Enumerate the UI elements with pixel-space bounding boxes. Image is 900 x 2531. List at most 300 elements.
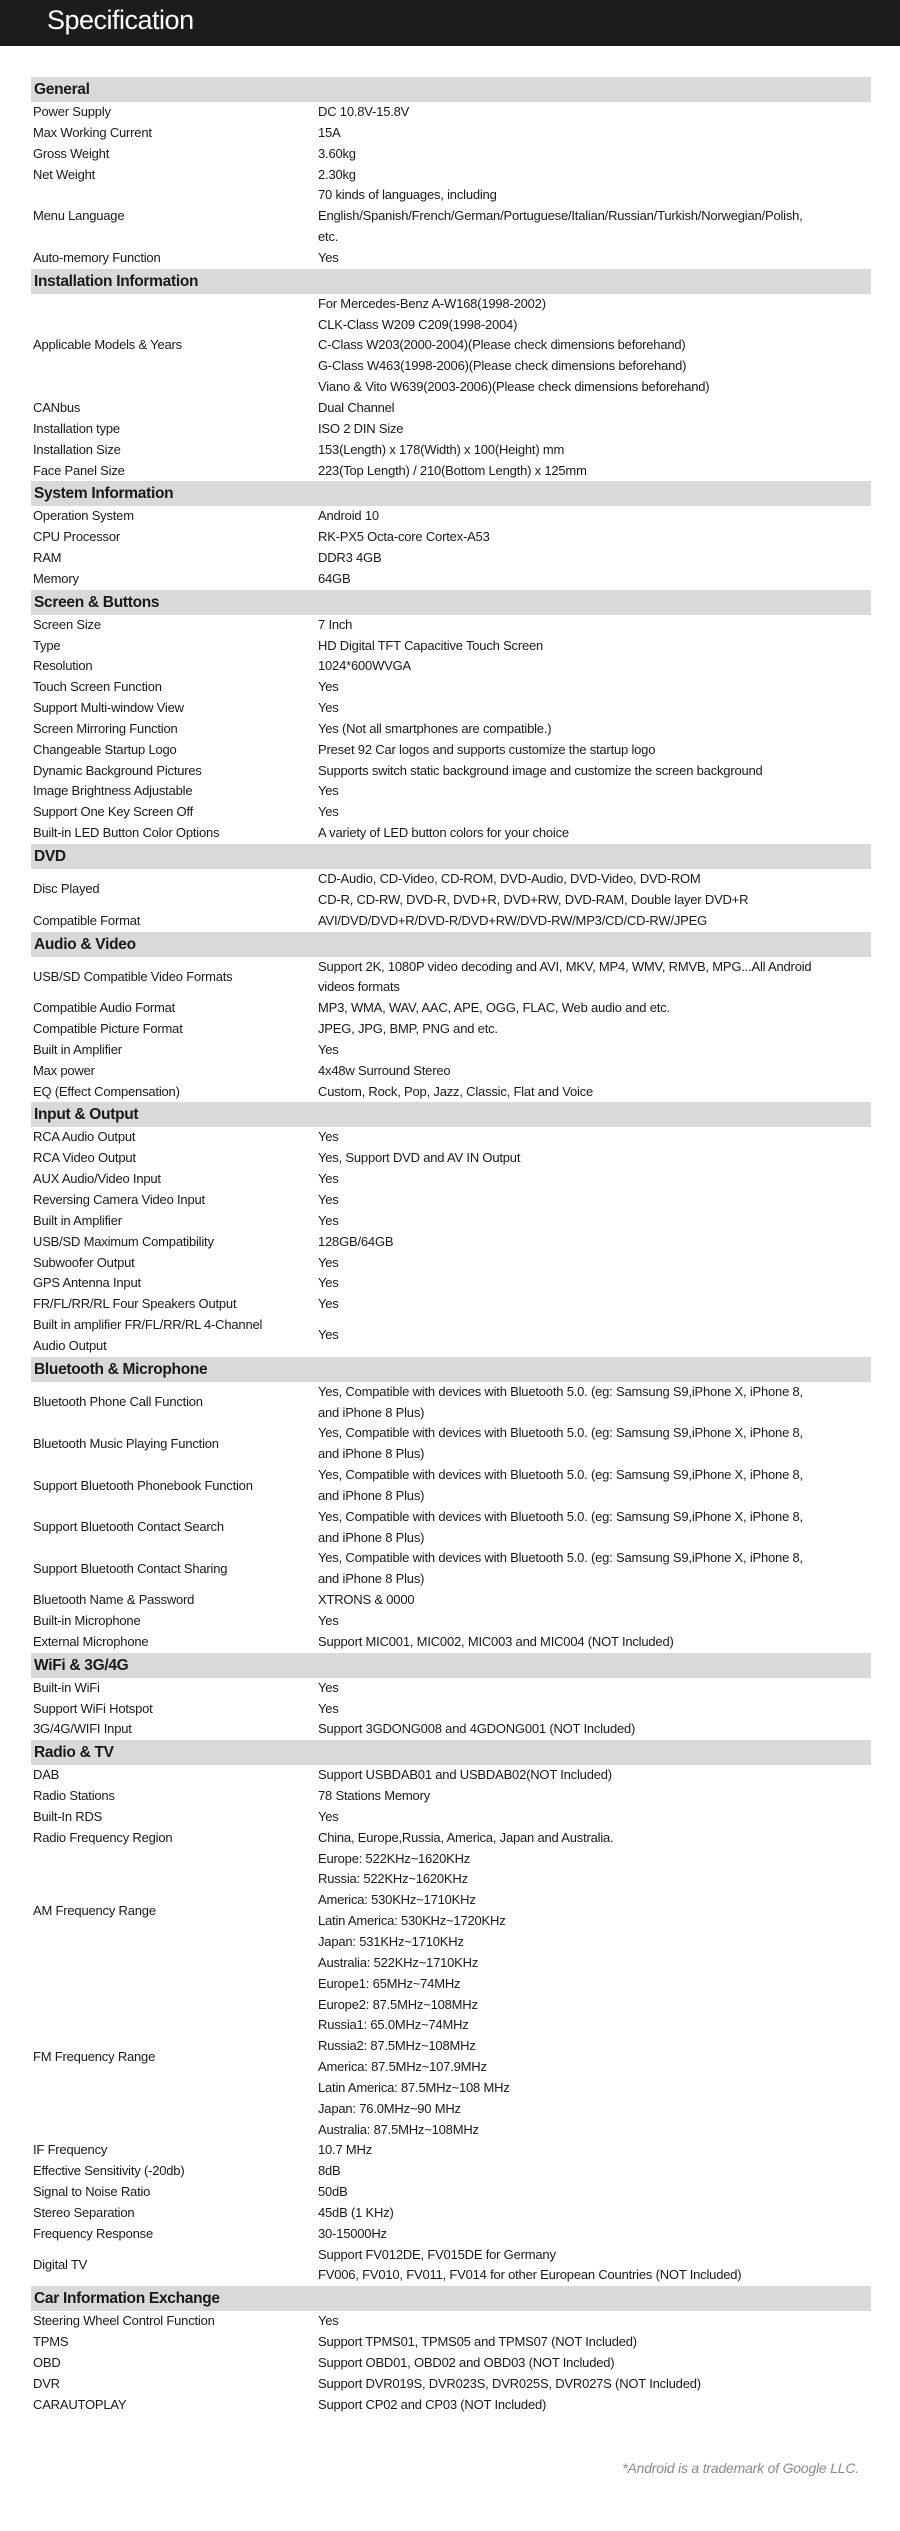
- spec-label: [31, 1719, 318, 1740]
- spec-value-line: Yes: [318, 804, 339, 820]
- spec-label-line: Built-in WiFi: [33, 1679, 100, 1695]
- spec-label-line: Compatible Format: [33, 912, 141, 928]
- spec-row: [31, 1465, 871, 1507]
- section-heading: Input & Output: [31, 1102, 871, 1127]
- spec-value: [318, 2161, 871, 2182]
- spec-label-line: Net Weight: [33, 166, 96, 182]
- spec-label-line: Signal to Noise Ratio: [33, 2184, 151, 2200]
- spec-label-line: Steering Wheel Control Function: [33, 2313, 215, 2329]
- spec-value-line: Latin America: 87.5MHz~108 MHz: [318, 2079, 510, 2095]
- spec-label: [31, 1127, 318, 1148]
- spec-label-line: Screen Mirroring Function: [33, 720, 178, 736]
- spec-row: [31, 781, 871, 802]
- spec-label-line: Disc Played: [33, 881, 100, 897]
- spec-label: [31, 2182, 318, 2203]
- spec-label: [31, 1807, 318, 1828]
- spec-value-line: Yes (Not all smartphones are compatible.): [318, 720, 552, 736]
- spec-value-line: 70 kinds of languages, including: [318, 187, 497, 203]
- spec-label: [31, 248, 318, 269]
- spec-value-line: 3.60kg: [318, 145, 356, 161]
- spec-label: [31, 677, 318, 698]
- spec-row: [31, 398, 871, 419]
- spec-row: [31, 506, 871, 527]
- spec-section: [31, 1357, 871, 1653]
- spec-value-line: Yes: [318, 1808, 339, 1824]
- spec-row: [31, 1232, 871, 1253]
- spec-label-line: Frequency Response: [33, 2225, 153, 2241]
- spec-label-line: EQ (Effect Compensation): [33, 1083, 180, 1099]
- spec-value-line: and iPhone 8 Plus): [318, 1487, 425, 1503]
- spec-row: [31, 248, 871, 269]
- spec-value-line: AVI/DVD/DVD+R/DVD-R/DVD+RW/DVD-RW/MP3/CD/CD-RW/JPEG: [318, 912, 707, 928]
- spec-label: [31, 615, 318, 636]
- section-heading: System Information: [31, 481, 871, 506]
- spec-section: [31, 1653, 871, 1741]
- spec-label-line: Type: [33, 637, 61, 653]
- spec-value-line: Custom, Rock, Pop, Jazz, Classic, Flat and Voice: [318, 1083, 594, 1099]
- spec-value: [318, 1548, 871, 1590]
- spec-row: [31, 719, 871, 740]
- spec-value-line: 10.7 MHz: [318, 2142, 373, 2158]
- spec-label-line: CARAUTOPLAY: [33, 2396, 127, 2412]
- spec-label: [31, 1315, 318, 1357]
- spec-value: [318, 1294, 871, 1315]
- spec-label-line: Operation System: [33, 508, 134, 524]
- spec-label-line: Support Bluetooth Phonebook Function: [33, 1477, 253, 1493]
- spec-row: [31, 1849, 871, 1974]
- spec-row: [31, 461, 871, 482]
- spec-table: [31, 77, 871, 2416]
- spec-row: [31, 1828, 871, 1849]
- spec-row: [31, 1082, 871, 1103]
- spec-label-line: Digital TV: [33, 2257, 88, 2273]
- spec-section: [31, 844, 871, 932]
- spec-value: [318, 998, 871, 1019]
- spec-value: [318, 398, 871, 419]
- spec-value-line: Yes, Compatible with devices with Bluetooth 5.0. (eg: Samsung S9,iPhone X, iPhone 8,: [318, 1425, 803, 1441]
- spec-value-line: Yes: [318, 1191, 339, 1207]
- spec-value-line: Yes: [318, 1171, 339, 1187]
- spec-value-line: 223(Top Length) / 210(Bottom Length) x 125mm: [318, 462, 587, 478]
- spec-value-line: 15A: [318, 124, 341, 140]
- spec-label-line: Radio Frequency Region: [33, 1829, 173, 1845]
- spec-value: [318, 677, 871, 698]
- spec-value-line: CD-Audio, CD-Video, CD-ROM, DVD-Audio, DVD-Video, DVD-ROM: [318, 871, 701, 886]
- spec-value-line: videos formats: [318, 979, 400, 995]
- spec-value-line: Australia: 522KHz~1710KHz: [318, 1954, 479, 1970]
- spec-value: [318, 957, 871, 999]
- spec-label-line: Effective Sensitivity (-20db): [33, 2163, 185, 2179]
- spec-row: [31, 1127, 871, 1148]
- spec-label: [31, 1699, 318, 1720]
- spec-label: [31, 2332, 318, 2353]
- spec-value: [318, 1611, 871, 1632]
- spec-value-line: Latin America: 530KHz~1720KHz: [318, 1913, 506, 1929]
- spec-label: [31, 1678, 318, 1699]
- spec-value: [318, 2395, 871, 2416]
- spec-value-line: Support CP02 and CP03 (NOT Included): [318, 2396, 547, 2412]
- spec-row: [31, 823, 871, 844]
- spec-label: [31, 1040, 318, 1061]
- spec-label: [31, 1828, 318, 1849]
- spec-row: [31, 1253, 871, 1274]
- spec-row: [31, 761, 871, 782]
- spec-label-line: Gross Weight: [33, 145, 110, 161]
- spec-label-line: Auto-memory Function: [33, 249, 161, 265]
- spec-label: [31, 1786, 318, 1807]
- spec-value: [318, 1423, 871, 1465]
- spec-value-line: MP3, WMA, WAV, AAC, APE, OGG, FLAC, Web audio and etc.: [318, 1000, 670, 1016]
- spec-row: [31, 144, 871, 165]
- spec-value-line: and iPhone 8 Plus): [318, 1404, 425, 1420]
- spec-value-line: 128GB/64GB: [318, 1233, 394, 1249]
- spec-row: [31, 102, 871, 123]
- spec-value: [318, 781, 871, 802]
- spec-value-line: Japan: 76.0MHz~90 MHz: [318, 2100, 461, 2116]
- spec-label: [31, 911, 318, 932]
- spec-value-line: 64GB: [318, 570, 351, 586]
- section-heading: Installation Information: [31, 269, 871, 294]
- page-title: Specification: [47, 5, 194, 35]
- spec-row: [31, 1974, 871, 2141]
- spec-row: [31, 998, 871, 1019]
- spec-label: [31, 2047, 318, 2068]
- spec-label-line: External Microphone: [33, 1633, 149, 1649]
- section-heading: Audio & Video: [31, 932, 871, 957]
- spec-value: [318, 1148, 871, 1169]
- spec-value-line: Support TPMS01, TPMS05 and TPMS07 (NOT Included): [318, 2334, 637, 2350]
- spec-row: [31, 615, 871, 636]
- spec-row: [31, 911, 871, 932]
- spec-value: [318, 1807, 871, 1828]
- spec-label: [31, 2395, 318, 2416]
- spec-value-line: Yes: [318, 1275, 339, 1291]
- spec-label-line: Installation Size: [33, 441, 121, 457]
- spec-label-line: Face Panel Size: [33, 462, 125, 478]
- spec-value: [318, 2224, 871, 2245]
- spec-row: [31, 2245, 871, 2287]
- spec-label-line: Dynamic Background Pictures: [33, 762, 202, 778]
- spec-label-line: Memory: [33, 570, 79, 586]
- spec-label-line: Built-in Microphone: [33, 1613, 141, 1628]
- spec-label: [31, 1148, 318, 1169]
- spec-value-line: Support 2K, 1080P video decoding and AVI, MKV, MP4, WMV, RMVB, MPG...All Android: [318, 958, 812, 974]
- spec-row: [31, 677, 871, 698]
- spec-label: [31, 398, 318, 419]
- spec-label: [31, 1901, 318, 1922]
- spec-value-line: 7 Inch: [318, 616, 353, 632]
- spec-value-line: Support DVR019S, DVR023S, DVR025S, DVR027S (NOT Included): [318, 2375, 701, 2391]
- spec-value-line: America: 530KHz~1710KHz: [318, 1892, 476, 1908]
- spec-value-line: RK-PX5 Octa-core Cortex-A53: [318, 529, 490, 545]
- spec-label-line: Built-in LED Button Color Options: [33, 825, 220, 841]
- spec-value-line: ISO 2 DIN Size: [318, 420, 404, 436]
- spec-row: [31, 1315, 871, 1357]
- spec-value: [318, 144, 871, 165]
- spec-row: [31, 1382, 871, 1424]
- spec-row: [31, 740, 871, 761]
- spec-label-line: DAB: [33, 1767, 60, 1783]
- spec-label-line: Bluetooth Phone Call Function: [33, 1394, 203, 1410]
- spec-label-line: Installation type: [33, 420, 120, 436]
- spec-label-line: RCA Video Output: [33, 1150, 136, 1166]
- spec-value: [318, 802, 871, 823]
- spec-label-line: Max power: [33, 1062, 95, 1078]
- spec-label: [31, 1476, 318, 1497]
- spec-row: [31, 1423, 871, 1465]
- spec-label: [31, 1211, 318, 1232]
- spec-label: [31, 1559, 318, 1580]
- spec-label: [31, 740, 318, 761]
- spec-row: [31, 419, 871, 440]
- spec-row: [31, 1040, 871, 1061]
- spec-value: [318, 1253, 871, 1274]
- spec-row: [31, 548, 871, 569]
- spec-value-line: Support OBD01, OBD02 and OBD03 (NOT Included): [318, 2355, 615, 2370]
- spec-row: [31, 1548, 871, 1590]
- spec-value-line: Yes, Compatible with devices with Bluetooth 5.0. (eg: Samsung S9,iPhone X, iPhone 8,: [318, 1508, 803, 1524]
- spec-label-line: RCA Audio Output: [33, 1129, 136, 1145]
- spec-value: [318, 1507, 871, 1549]
- spec-label: [31, 2140, 318, 2161]
- spec-label: [31, 123, 318, 144]
- spec-label: [31, 823, 318, 844]
- spec-value-line: HD Digital TFT Capacitive Touch Screen: [318, 637, 544, 653]
- spec-row: [31, 185, 871, 248]
- spec-value-line: Yes: [318, 249, 339, 265]
- spec-value: [318, 102, 871, 123]
- section-heading: Screen & Buttons: [31, 590, 871, 615]
- spec-value: [318, 1211, 871, 1232]
- spec-row: [31, 2353, 871, 2374]
- spec-row: [31, 957, 871, 999]
- spec-value-line: Support FV012DE, FV015DE for Germany: [318, 2246, 556, 2262]
- spec-label: [31, 1632, 318, 1653]
- spec-row: [31, 1786, 871, 1807]
- spec-label: [31, 1590, 318, 1611]
- spec-value: [318, 248, 871, 269]
- spec-label: [31, 1517, 318, 1538]
- spec-label-line: AM Frequency Range: [33, 1902, 156, 1918]
- spec-value-line: Yes: [318, 1129, 339, 1145]
- spec-label-line: Resolution: [33, 658, 93, 674]
- spec-label: [31, 165, 318, 186]
- spec-label-line: Bluetooth Name & Password: [33, 1592, 195, 1608]
- spec-label-line: Compatible Picture Format: [33, 1021, 183, 1037]
- spec-value: [318, 636, 871, 657]
- spec-label: [31, 879, 318, 900]
- spec-row: [31, 2182, 871, 2203]
- spec-row: [31, 1211, 871, 1232]
- spec-label-line: Reversing Camera Video Input: [33, 1191, 205, 1207]
- spec-row: [31, 1507, 871, 1549]
- spec-value-line: and iPhone 8 Plus): [318, 1446, 425, 1462]
- spec-label-line: USB/SD Compatible Video Formats: [33, 968, 233, 984]
- spec-value: [318, 1590, 871, 1611]
- spec-value-line: C-Class W203(2000-2004)(Please check dimensions beforehand): [318, 337, 686, 353]
- spec-label: [31, 967, 318, 988]
- spec-value-line: English/Spanish/French/German/Portuguese/Italian/Russian/Turkish/Norwegian/Polish,: [318, 208, 803, 224]
- spec-value: [318, 1974, 871, 2141]
- spec-label-line: Max Working Current: [33, 124, 152, 140]
- spec-value: [318, 461, 871, 482]
- spec-section: [31, 590, 871, 844]
- spec-label: [31, 569, 318, 590]
- spec-label: [31, 2203, 318, 2224]
- spec-value: [318, 2311, 871, 2332]
- spec-row: [31, 2140, 871, 2161]
- spec-value: [318, 1040, 871, 1061]
- spec-label-line: Touch Screen Function: [33, 679, 162, 695]
- spec-row: [31, 1273, 871, 1294]
- spec-value-line: Yes: [318, 1700, 339, 1716]
- spec-label-line: Built in Amplifier: [33, 1041, 122, 1057]
- spec-value-line: 1024*600WVGA: [318, 658, 411, 674]
- spec-value-line: and iPhone 8 Plus): [318, 1571, 425, 1587]
- spec-value-line: CD-R, CD-RW, DVD-R, DVD+R, DVD+RW, DVD-RAM, Double layer DVD+R: [318, 891, 749, 907]
- spec-row: [31, 698, 871, 719]
- spec-label: [31, 506, 318, 527]
- spec-value-line: 78 Stations Memory: [318, 1788, 431, 1804]
- spec-value-line: 45dB (1 KHz): [318, 2204, 394, 2220]
- spec-row: [31, 1807, 871, 1828]
- spec-value: [318, 823, 871, 844]
- spec-value-line: FV006, FV010, FV011, FV014 for other European Countries (NOT Included): [318, 2267, 742, 2283]
- spec-value: [318, 615, 871, 636]
- spec-row: [31, 1061, 871, 1082]
- spec-row: [31, 1148, 871, 1169]
- spec-label: [31, 1611, 318, 1632]
- spec-row: [31, 1190, 871, 1211]
- spec-value: [318, 2374, 871, 2395]
- spec-label: [31, 2374, 318, 2395]
- spec-value: [318, 2182, 871, 2203]
- spec-label: [31, 1169, 318, 1190]
- spec-label-line: GPS Antenna Input: [33, 1275, 141, 1291]
- spec-value-line: Yes: [318, 1679, 339, 1695]
- spec-label: [31, 335, 318, 356]
- spec-value-line: Android 10: [318, 508, 379, 524]
- spec-value: [318, 2245, 871, 2287]
- spec-value-line: China, Europe,Russia, America, Japan and Australia.: [318, 1829, 614, 1845]
- spec-label-line: DVR: [33, 2375, 60, 2391]
- spec-label-line: Subwoofer Output: [33, 1254, 135, 1270]
- spec-row: [31, 123, 871, 144]
- spec-label: [31, 527, 318, 548]
- spec-value-line: XTRONS & 0000: [318, 1592, 415, 1608]
- spec-value-line: Yes: [318, 700, 339, 716]
- spec-row: [31, 440, 871, 461]
- spec-row: [31, 1169, 871, 1190]
- spec-label-line: FR/FL/RR/RL Four Speakers Output: [33, 1296, 237, 1312]
- spec-label-line: Image Brightness Adjustable: [33, 783, 193, 799]
- spec-value-line: 2.30kg: [318, 166, 356, 182]
- spec-label: [31, 1061, 318, 1082]
- section-heading: Radio & TV: [31, 1740, 871, 1765]
- section-heading: DVD: [31, 844, 871, 869]
- spec-label: [31, 781, 318, 802]
- spec-value: [318, 1273, 871, 1294]
- spec-value: [318, 1849, 871, 1974]
- spec-row: [31, 527, 871, 548]
- spec-value: [318, 1127, 871, 1148]
- spec-value: [318, 1169, 871, 1190]
- spec-value: [318, 1699, 871, 1720]
- spec-row: [31, 2311, 871, 2332]
- spec-row: [31, 1019, 871, 1040]
- spec-value: [318, 1061, 871, 1082]
- spec-row: [31, 802, 871, 823]
- spec-label-line: TPMS: [33, 2334, 69, 2350]
- spec-value-line: A variety of LED button colors for your choice: [318, 825, 569, 841]
- spec-value: [318, 1765, 871, 1786]
- spec-section: [31, 1740, 871, 2286]
- spec-value: [318, 2140, 871, 2161]
- spec-label-line: 3G/4G/WIFI Input: [33, 1721, 132, 1737]
- spec-value-line: For Mercedes-Benz A-W168(1998-2002): [318, 295, 546, 311]
- spec-value: [318, 1232, 871, 1253]
- spec-label-line: Audio Output: [33, 1337, 107, 1353]
- spec-row: [31, 656, 871, 677]
- spec-label: [31, 2224, 318, 2245]
- spec-label: [31, 698, 318, 719]
- spec-value: [318, 761, 871, 782]
- spec-value-line: Yes: [318, 2313, 339, 2329]
- spec-label: [31, 102, 318, 123]
- spec-value-line: Europe2: 87.5MHz~108MHz: [318, 1996, 478, 2012]
- spec-row: [31, 869, 871, 911]
- spec-row: [31, 2374, 871, 2395]
- spec-label: [31, 1765, 318, 1786]
- spec-label: [31, 2161, 318, 2182]
- spec-value: [318, 294, 871, 398]
- spec-value-line: Yes: [318, 1254, 339, 1270]
- spec-label-line: Support One Key Screen Off: [33, 804, 194, 820]
- spec-row: [31, 1699, 871, 1720]
- spec-value-line: Yes: [318, 1327, 339, 1343]
- spec-row: [31, 1590, 871, 1611]
- spec-value-line: Supports switch static background image and customize the screen background: [318, 762, 763, 778]
- spec-value-line: Russia: 522KHz~1620KHz: [318, 1871, 468, 1887]
- spec-value-line: Yes, Support DVD and AV IN Output: [318, 1150, 521, 1166]
- spec-label-line: RAM: [33, 550, 62, 566]
- spec-label-line: Power Supply: [33, 104, 111, 119]
- spec-section: [31, 2286, 871, 2415]
- spec-label-line: Stereo Separation: [33, 2204, 135, 2220]
- spec-value-line: Europe1: 65MHz~74MHz: [318, 1975, 461, 1991]
- spec-value: [318, 1019, 871, 1040]
- spec-value: [318, 2353, 871, 2374]
- spec-row: [31, 2203, 871, 2224]
- spec-value-line: Yes, Compatible with devices with Bluetooth 5.0. (eg: Samsung S9,iPhone X, iPhone 8,: [318, 1383, 803, 1399]
- spec-value: [318, 1325, 871, 1346]
- spec-row: [31, 1632, 871, 1653]
- spec-row: [31, 165, 871, 186]
- spec-value-line: Preset 92 Car logos and supports customize the startup logo: [318, 741, 656, 757]
- spec-label: [31, 802, 318, 823]
- spec-label: [31, 1082, 318, 1103]
- spec-label: [31, 719, 318, 740]
- spec-value-line: 50dB: [318, 2184, 348, 2200]
- section-heading: Car Information Exchange: [31, 2286, 871, 2311]
- spec-label: [31, 461, 318, 482]
- spec-value-line: and iPhone 8 Plus): [318, 1529, 425, 1545]
- spec-row: [31, 1294, 871, 1315]
- spec-value-line: Viano & Vito W639(2003-2006)(Please check dimensions beforehand): [318, 379, 710, 395]
- spec-value: [318, 569, 871, 590]
- spec-row: [31, 1611, 871, 1632]
- spec-value-line: JPEG, JPG, BMP, PNG and etc.: [318, 1021, 498, 1037]
